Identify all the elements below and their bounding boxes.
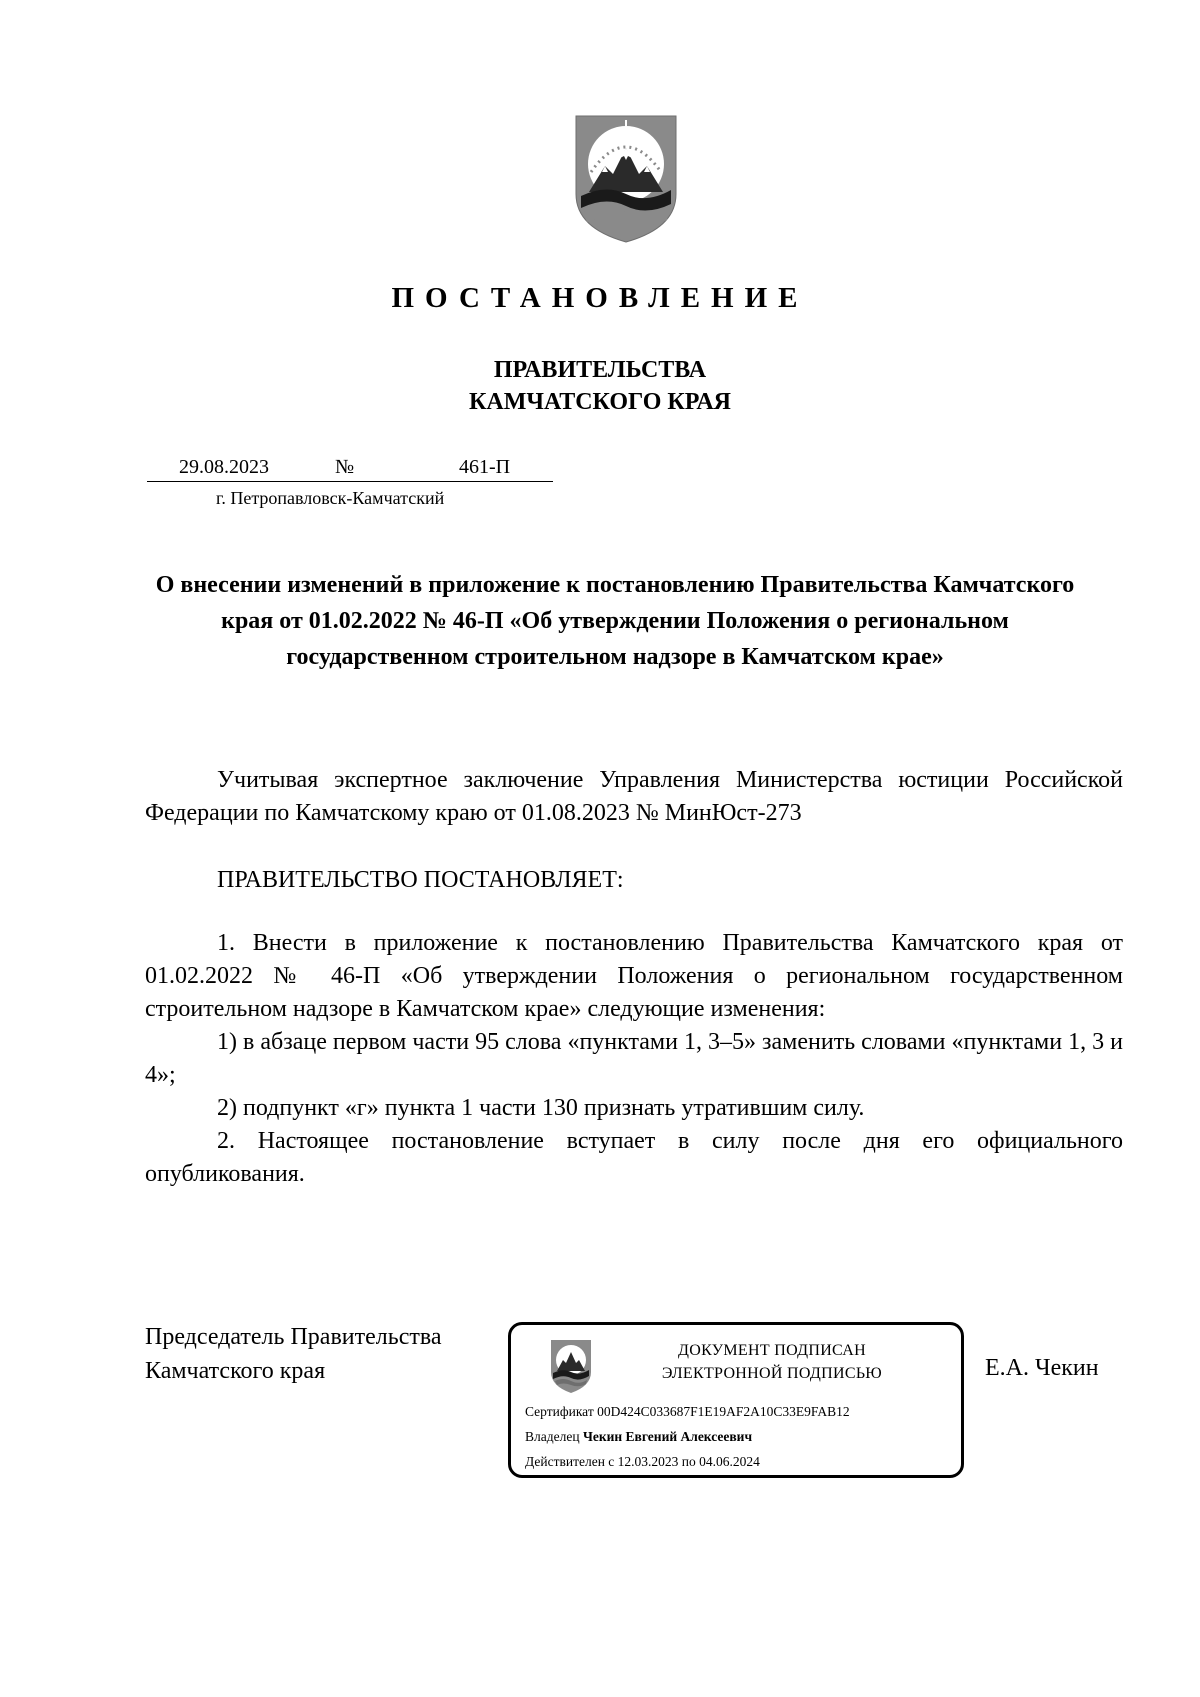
valid-to-label: по — [681, 1454, 696, 1469]
stamp-certificate — [525, 1404, 850, 1420]
certificate-label: Сертификат — [525, 1404, 594, 1419]
document-type-title: ПОСТАНОВЛЕНИЕ — [391, 282, 809, 314]
date-number-underline — [147, 481, 553, 482]
signer-position-line-2: Камчатского края — [145, 1358, 326, 1384]
issuer-line-1: ПРАВИТЕЛЬСТВА — [493, 357, 707, 383]
valid-to: 04.06.2024 — [699, 1454, 760, 1469]
list-item: 1) в абзаце первом части 95 слова «пунктами 1, 3–5» заменить словами «пунктами 1, 3 и 4»; — [145, 1029, 1123, 1088]
stamp-heading-line-1: ДОКУМЕНТ ПОДПИСАН — [678, 1342, 866, 1359]
signer-position — [145, 1320, 505, 1388]
valid-from: 12.03.2023 — [617, 1454, 679, 1469]
stamp-owner — [525, 1429, 752, 1445]
signer-position-line-1: Председатель Правительства — [145, 1324, 442, 1350]
document-subject: О внесении изменений в приложение к постановлению Правительства Камчатского края от 01.02.2022 № 46-П «Об утверждении Положения о региональном государственном строительном надзоре в Камчатском крае» — [155, 572, 1075, 670]
signer-name: Е.А. Чекин — [985, 1355, 1099, 1381]
document-city: г. Петропавловск-Камчатский — [216, 488, 445, 508]
certificate-value: 00D424C033687F1E19AF2A10C33E9FAB12 — [597, 1404, 850, 1419]
issuer-line-2: КАМЧАТСКОГО КРАЯ — [468, 389, 732, 415]
valid-label: Действителен с — [525, 1454, 615, 1469]
resolution-items — [145, 927, 1123, 1191]
stamp-coat-of-arms-icon — [549, 1338, 593, 1394]
stamp-validity — [525, 1454, 760, 1470]
kamchatka-coat-of-arms-icon — [571, 112, 681, 244]
list-item: 2) подпункт «г» пункта 1 части 130 признать утратившим силу. — [217, 1095, 865, 1121]
resolves-text: ПРАВИТЕЛЬСТВО ПОСТАНОВЛЯЕТ: — [217, 867, 624, 893]
stamp-heading-line-2: ЭЛЕКТРОННОЙ ПОДПИСЬЮ — [661, 1365, 883, 1382]
date-number-row — [147, 456, 553, 486]
number-sign: № — [335, 456, 355, 478]
owner-value: Чекин Евгений Алексеевич — [582, 1429, 753, 1444]
owner-label: Владелец — [525, 1429, 580, 1444]
considering-paragraph — [145, 764, 1123, 830]
list-item: 2. Настоящее постановление вступает в силу после дня его официального опубликования. — [145, 1128, 1123, 1187]
document-number: 461-П — [459, 456, 511, 478]
document-date: 29.08.2023 — [179, 456, 269, 478]
considering-text: Учитывая экспертное заключение Управления Министерства юстиции Российской Федерации по Камчатскому краю от 01.08.2023 № МинЮст-273 — [145, 767, 1123, 826]
resolves-paragraph — [145, 864, 1123, 897]
electronic-signature-stamp — [508, 1322, 964, 1478]
list-item: 1. Внести в приложение к постановлению Правительства Камчатского края от 01.02.2022 № 46-П «Об утверждении Положения о региональном государственном строительном надзоре в Камчатском крае» следующие изменения: — [145, 930, 1123, 1022]
